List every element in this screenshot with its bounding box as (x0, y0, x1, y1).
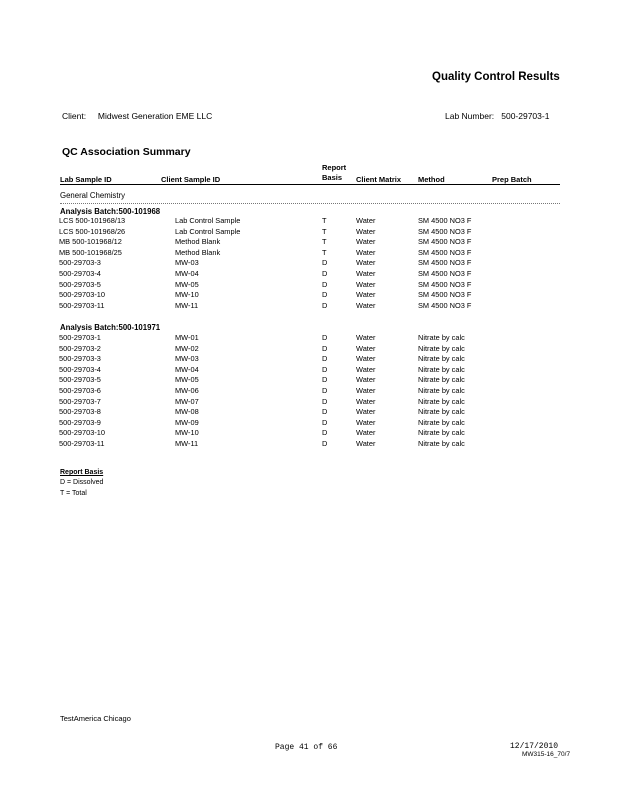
header-lab-sample-id: Lab Sample ID (60, 175, 112, 184)
method-cell: SM 4500 NO3 F (418, 269, 472, 278)
client-sample-id-cell: MW-01 (175, 333, 199, 342)
client-matrix-cell: Water (356, 417, 376, 427)
method-cell: Nitrate by calc (418, 354, 465, 364)
client-matrix-cell: Water (356, 269, 376, 278)
report-basis-cell: T (322, 216, 327, 225)
client-sample-id-cell: MW-05 (175, 375, 199, 385)
client-sample-id-cell: Method Blank (175, 247, 221, 257)
header-report-basis-bottom: Basis (322, 173, 343, 182)
method-cell: SM 4500 NO3 F (418, 300, 472, 310)
lab-sample-id-cell: 500-29703-4 (59, 364, 101, 374)
group-divider (60, 203, 560, 204)
client-sample-id-cell: Lab Control Sample (175, 226, 241, 236)
method-cell: SM 4500 NO3 F (418, 290, 472, 300)
client-sample-id-cell: MW-05 (175, 279, 199, 289)
group-title: General Chemistry (60, 191, 125, 200)
client-matrix-cell: Water (356, 428, 376, 438)
footer-date: 12/17/2010 (510, 742, 559, 751)
client-sample-id-cell: MW-08 (175, 407, 199, 417)
method-cell: Nitrate by calc (418, 333, 465, 342)
client-sample-id-cell: MW-03 (175, 258, 199, 268)
footer-company: TestAmerica Chicago (60, 714, 131, 723)
footer-code: MW315-16_70/7 (522, 751, 571, 758)
lab-sample-id-cell: 500-29703-5 (59, 279, 101, 289)
report-basis-item: D = Dissolved (60, 479, 104, 486)
report-basis-cell: D (322, 290, 328, 300)
report-basis-cell: D (322, 258, 328, 268)
report-basis-cell: D (322, 428, 328, 438)
footer-page-number: Page 41 of 66 (275, 743, 338, 752)
lab-sample-id-cell: 500-29703-11 (59, 300, 105, 310)
client-matrix-cell: Water (356, 354, 376, 364)
report-basis-cell: D (322, 439, 328, 448)
report-basis-item: T = Total (60, 490, 87, 497)
client-matrix-cell: Water (356, 333, 376, 342)
client-label: Client: (62, 111, 87, 121)
method-cell: Nitrate by calc (418, 375, 465, 385)
lab-sample-id-cell: 500-29703-3 (59, 354, 101, 364)
client-matrix-cell: Water (356, 216, 376, 225)
lab-sample-id-cell: 500-29703-1 (59, 333, 101, 342)
client-sample-id-cell: MW-04 (175, 364, 199, 374)
client-matrix-cell: Water (356, 407, 376, 417)
report-basis-cell: D (322, 386, 328, 395)
method-cell: Nitrate by calc (418, 396, 465, 406)
client-sample-id-cell: MW-06 (175, 386, 199, 395)
method-cell: SM 4500 NO3 F (418, 226, 472, 236)
lab-sample-id-cell: MB 500-101968/25 (59, 247, 122, 257)
client-sample-id-cell: MW-07 (175, 396, 199, 406)
lab-sample-id-cell: 500-29703-10 (59, 428, 106, 438)
lab-sample-id-cell: 500-29703-8 (59, 407, 101, 417)
client-sample-id-cell: Lab Control Sample (175, 216, 241, 225)
report-basis-cell: D (322, 333, 328, 342)
report-basis-cell: D (322, 300, 328, 310)
method-cell: SM 4500 NO3 F (418, 216, 472, 225)
client-sample-id-cell: Method Blank (175, 237, 221, 247)
client-sample-id-cell: MW-10 (175, 290, 199, 300)
header-report-basis-top: Report (322, 163, 347, 172)
client-sample-id-cell: MW-11 (175, 439, 199, 448)
lab-sample-id-cell: 500-29703-2 (59, 343, 101, 353)
lab-sample-id-cell: MB 500-101968/12 (59, 237, 122, 247)
client-matrix-cell: Water (356, 237, 376, 247)
report-basis-cell: D (322, 375, 328, 385)
lab-sample-id-cell: 500-29703-9 (59, 417, 101, 427)
client-name: Midwest Generation EME LLC (97, 111, 213, 121)
batch-title-1: Analysis Batch:500-101968 (60, 207, 161, 216)
client-sample-id-cell: MW-02 (175, 343, 199, 353)
method-cell: Nitrate by calc (418, 417, 465, 427)
report-basis-cell: D (322, 279, 328, 289)
lab-sample-id-cell: LCS 500-101968/13 (59, 216, 126, 225)
client-line (62, 111, 212, 121)
client-sample-id-cell: MW-04 (175, 269, 199, 278)
client-sample-id-cell: MW-09 (175, 417, 199, 427)
client-matrix-cell: Water (356, 279, 376, 289)
client-matrix-cell: Water (356, 290, 376, 300)
lab-sample-id-cell: 500-29703-4 (59, 269, 101, 278)
report-basis-cell: D (322, 364, 328, 374)
client-matrix-cell: Water (356, 396, 376, 406)
lab-sample-id-cell: LCS 500-101968/26 (59, 226, 126, 236)
method-cell: Nitrate by calc (418, 343, 465, 353)
client-sample-id-cell: MW-11 (175, 300, 199, 310)
page-title: Quality Control Results (432, 71, 560, 83)
lab-sample-id-cell: 500-29703-7 (59, 396, 101, 406)
method-cell: Nitrate by calc (418, 428, 465, 438)
method-cell: Nitrate by calc (418, 386, 465, 395)
batch-title-2: Analysis Batch:500-101971 (60, 323, 161, 332)
report-basis-cell: D (322, 407, 328, 417)
lab-number-line (445, 111, 549, 121)
method-cell: SM 4500 NO3 F (418, 258, 472, 268)
report-basis-cell: D (322, 354, 328, 364)
client-matrix-cell: Water (356, 375, 376, 385)
header-method: Method (418, 175, 445, 184)
client-matrix-cell: Water (356, 258, 376, 268)
client-matrix-cell: Water (356, 364, 376, 374)
client-matrix-cell: Water (356, 247, 376, 257)
lab-sample-id-cell: 500-29703-5 (59, 375, 101, 385)
lab-sample-id-cell: 500-29703-10 (59, 290, 106, 300)
method-cell: SM 4500 NO3 F (418, 247, 472, 257)
report-basis-cell: D (322, 343, 328, 353)
method-cell: SM 4500 NO3 F (418, 279, 472, 289)
report-basis-cell: T (322, 226, 327, 236)
client-matrix-cell: Water (356, 343, 376, 353)
lab-sample-id-cell: 500-29703-6 (59, 386, 101, 395)
client-matrix-cell: Water (356, 226, 376, 236)
method-cell: Nitrate by calc (418, 439, 465, 448)
client-matrix-cell: Water (356, 386, 376, 395)
report-basis-cell: D (322, 417, 328, 427)
header-client-sample-id: Client Sample ID (161, 175, 221, 184)
header-client-matrix: Client Matrix (356, 175, 402, 184)
client-sample-id-cell: MW-03 (175, 354, 199, 364)
header-prep-batch: Prep Batch (492, 175, 532, 184)
header-rule (60, 184, 560, 185)
report-basis-cell: T (322, 237, 327, 247)
method-cell: Nitrate by calc (418, 364, 465, 374)
lab-sample-id-cell: 500-29703-3 (59, 258, 101, 268)
client-matrix-cell: Water (356, 300, 376, 310)
method-cell: Nitrate by calc (418, 407, 465, 417)
report-basis-cell: D (322, 269, 328, 278)
client-sample-id-cell: MW-10 (175, 428, 199, 438)
report-basis-cell: T (322, 247, 327, 257)
section-title: QC Association Summary (62, 146, 191, 158)
lab-number: 500-29703-1 (501, 111, 550, 121)
method-cell: SM 4500 NO3 F (418, 237, 472, 247)
report-basis-cell: D (322, 396, 328, 406)
client-matrix-cell: Water (356, 439, 376, 448)
lab-sample-id-cell: 500-29703-11 (59, 439, 105, 448)
report-basis-title: Report Basis (60, 469, 104, 476)
lab-number-label: Lab Number: (445, 111, 495, 121)
